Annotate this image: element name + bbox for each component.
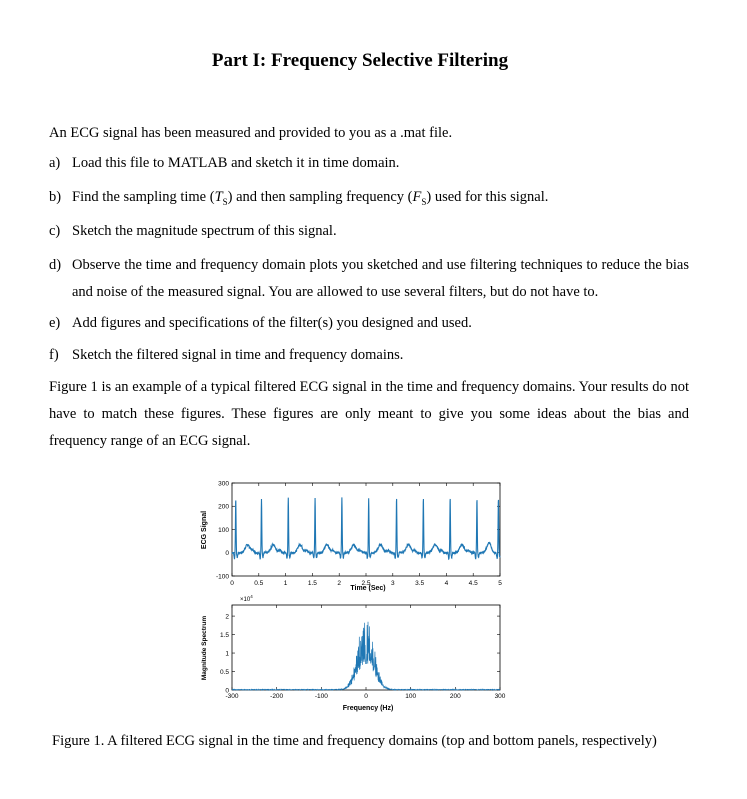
x-tick-label: 3.5 <box>415 580 425 587</box>
x-tick-label: -200 <box>270 693 284 700</box>
item-label: c) <box>49 223 61 239</box>
y-exponent-label: $\times 10^4$ <box>240 594 253 603</box>
y-tick-label: 0 <box>225 550 229 558</box>
time-plot-frame <box>232 483 500 576</box>
item-text: Sketch the magnitude spectrum of this signal. <box>72 223 337 239</box>
list-item-e <box>49 310 689 337</box>
x-tick-label: 1.5 <box>307 580 317 587</box>
y-tick-label: 1 <box>225 650 229 658</box>
item-text: Add figures and specifications of the filter(s) you designed and used. <box>72 315 472 331</box>
x-tick-label: 0 <box>230 580 234 587</box>
time-ylabel: ECG Signal <box>201 510 208 550</box>
item-label: f) <box>49 347 59 363</box>
freq-ylabel: Magnitude Spectrum <box>201 615 208 681</box>
freq-xlabel: Frequency (Hz) <box>342 705 394 712</box>
x-tick-label: 3 <box>390 580 395 587</box>
item-label: a) <box>49 155 61 171</box>
list-item-b <box>49 184 689 216</box>
y-tick-label: 200 <box>218 503 229 511</box>
list-item-a <box>49 150 689 177</box>
item-text: Load this file to MATLAB and sketch it in time domain. <box>72 155 400 171</box>
figure-paragraph: Figure 1 is an example of a typical filtered ECG signal in the time and frequency domains. Your results do not have to match these figures. These figures are only meant to give you some ideas about the bias and frequency range of an ECG signal. <box>49 379 689 449</box>
x-tick-label: -100 <box>314 693 328 700</box>
figure-1 <box>0 470 747 730</box>
y-tick-label: -100 <box>215 573 229 581</box>
figure-caption: Figure 1. A filtered ECG signal in the time and frequency domains (top and bottom panels, respectively) <box>52 733 657 749</box>
item-text: Observe the time and frequency domain plots you sketched and use filtering techniques to reduce the bias and noise of the measured signal. You are allowed to use several filters, but do not have to. <box>72 257 689 300</box>
y-tick-label: 0.5 <box>219 668 229 676</box>
x-tick-label: 1 <box>283 580 288 587</box>
x-tick-label: -300 <box>225 693 239 700</box>
item-text: Sketch the filtered signal in time and frequency domains. <box>72 347 404 363</box>
symbol-fs: F <box>412 189 422 205</box>
frequency-domain-chart <box>201 594 506 712</box>
x-tick-label: 0.5 <box>254 580 264 587</box>
item-text: Find the sampling time $(T_S)$ and then sampling frequency $(F_S)$ used for this signal. <box>72 189 549 207</box>
item-label: d) <box>49 257 62 273</box>
x-tick-label: 2.5 <box>361 580 371 587</box>
symbol-ts: T <box>214 189 223 205</box>
x-tick-label: 200 <box>449 693 461 700</box>
x-tick-label: 4.5 <box>468 580 478 587</box>
list-item-c <box>49 218 689 245</box>
x-tick-label: 5 <box>498 580 502 587</box>
time-xlabel: Time (Sec) <box>350 585 386 592</box>
freq-plot-frame <box>232 605 500 690</box>
x-tick-label: 300 <box>494 693 506 700</box>
list-item-f <box>49 342 689 369</box>
y-tick-label: 100 <box>218 526 229 534</box>
item-label: e) <box>49 315 61 331</box>
x-tick-label: 100 <box>405 693 417 700</box>
page-title: Part I: Frequency Selective Filtering <box>211 50 509 71</box>
y-tick-label: 300 <box>218 480 229 488</box>
y-tick-label: 2 <box>225 613 229 621</box>
x-tick-label: 0 <box>364 693 368 700</box>
x-tick-label: 4 <box>444 580 449 587</box>
x-tick-label: 2 <box>337 580 342 587</box>
item-label: b) <box>49 189 62 205</box>
y-tick-label: 0 <box>225 687 229 695</box>
time-domain-chart <box>201 480 502 592</box>
intro-paragraph: An ECG signal has been measured and provided to you as a .mat file. <box>49 125 453 141</box>
list-item-d <box>49 252 689 306</box>
y-tick-label: 1.5 <box>219 631 229 639</box>
